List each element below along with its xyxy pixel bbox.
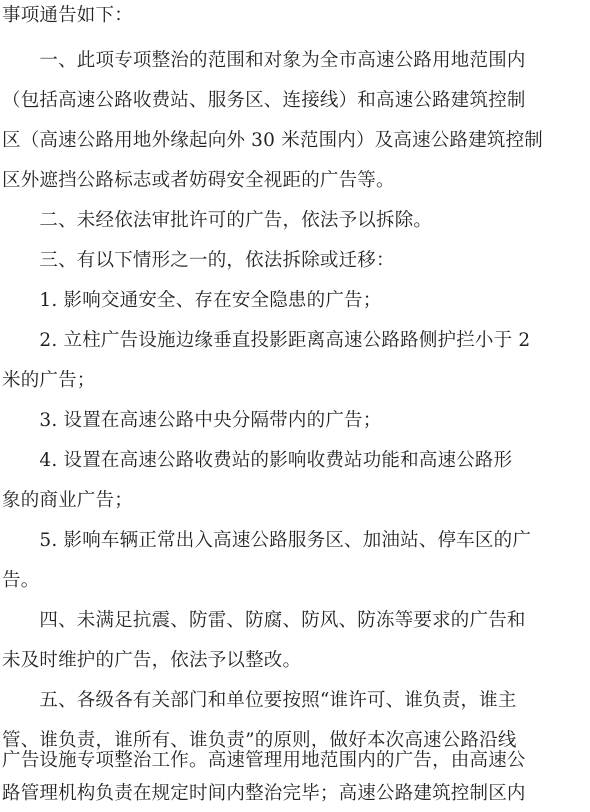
text-line: 区（高速公路用地外缘起向外 30 米范围内）及高速公路建筑控制 <box>2 130 544 151</box>
text-line: 未及时维护的广告，依法予以整改。 <box>2 650 302 671</box>
text-line: 4. 设置在高速公路收费站的影响收费站功能和高速公路形 <box>2 450 513 471</box>
text-line: 象的商业广告； <box>2 490 133 511</box>
text-line: 一、此项专项整治的范围和对象为全市高速公路用地范围内 <box>2 50 526 71</box>
text-line: 区外遮挡公路标志或者妨碍安全视距的广告等。 <box>2 170 395 191</box>
text-line: 四、未满足抗震、防雷、防腐、防风、防冻等要求的广告和 <box>2 610 526 631</box>
text-line: 5. 影响车辆正常出入高速公路服务区、加油站、停车区的广 <box>2 530 532 551</box>
text-line: 米的广告； <box>2 370 96 391</box>
text-line: 路管理机构负责在规定时间内整治完毕；高速公路建筑控制区内 <box>2 783 526 804</box>
text-line: （包括高速公路收费站、服务区、连接线）和高速公路建筑控制 <box>2 90 526 111</box>
text-line: 1. 影响交通安全、存在安全隐患的广告； <box>2 290 382 311</box>
text-line: 二、未经依法审批许可的广告，依法予以拆除。 <box>2 210 433 231</box>
text-line: 告。 <box>2 570 40 591</box>
text-line: 2. 立柱广告设施边缘垂直投影距离高速公路路侧护拦小于 2 <box>2 330 531 351</box>
text-line: 广告设施专项整治工作。高速管理用地范围内的广告，由高速公 <box>2 750 526 771</box>
text-line: 三、有以下情形之一的，依法拆除或迁移： <box>2 250 395 271</box>
text-line: 事项通告如下： <box>2 5 133 26</box>
text-line: 管、谁负责，谁所有、谁负责”的原则，做好本次高速公路沿线 <box>2 730 517 751</box>
text-line: 3. 设置在高速公路中央分隔带内的广告； <box>2 410 382 431</box>
text-line: 五、各级各有关部门和单位要按照“谁许可、谁负责，谁主 <box>2 690 517 711</box>
